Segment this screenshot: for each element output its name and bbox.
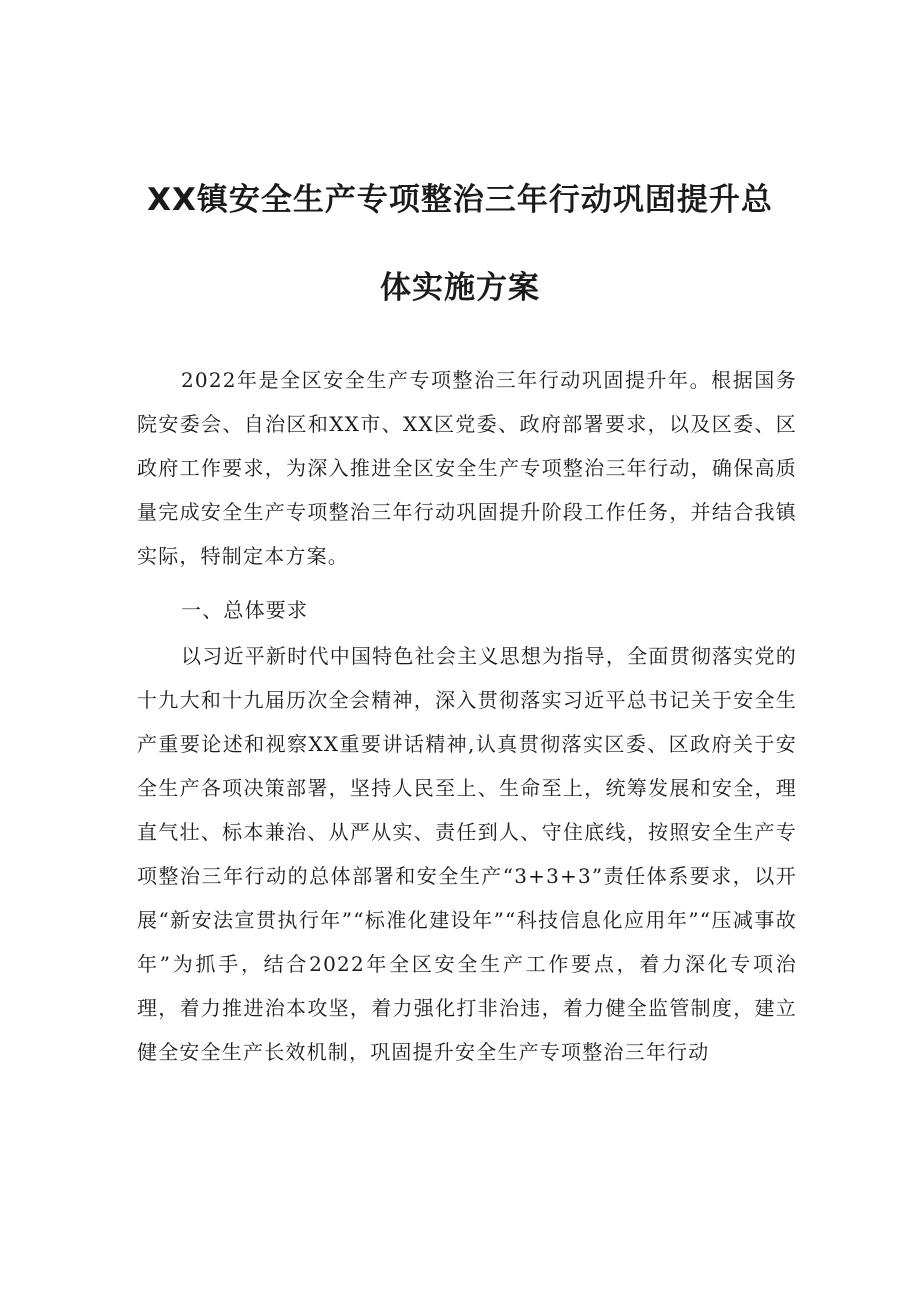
guiding-ideology-paragraph: 以习近平新时代中国特色社会主义思想为指导，全面贯彻落实党的十九大和十九届历次全会精神，深入贯彻落实习近平总书记关于安全生产重要论述和视察XX重要讲话精神,认真贯彻落实区委、区政府关于安全生产各项决策部署，坚持人民至上、生命至上，统筹发展和安全，理直气壮、标本兼治、从严从实、责任到人、守住底线，按照安全生产专项整治三年行动的总体部署和安全生产“3+3+3”责任体系要求，以开展“新安法宣贯执行年”“标准化建设年”“科技信息化应用年”“压减事故年”为抓手，结合2022年全区安全生产工作要点，着力深化专项治理，着力推进治本攻坚，着力强化打非治违，着力健全监管制度，建立健全安全生产长效机制，巩固提升安全生产专项整治三年行动 [137, 644, 797, 1064]
document-title-line-2: 体实施方案 [380, 270, 540, 306]
section-heading-general-requirements: 一、总体要求 [181, 598, 309, 622]
intro-paragraph: 2022年是全区安全生产专项整治三年行动巩固提升年。根据国务院安委会、自治区和XX市、XX区党委、政府部署要求，以及区委、区政府工作要求，为深入推进全区安全生产专项整治三年行动，确保高质量完成安全生产专项整治三年行动巩固提升阶段工作任务，并结合我镇实际，特制定本方案。 [137, 368, 797, 568]
document-title-line-1: XX镇安全生产专项整治三年行动巩固提升总 [147, 182, 773, 218]
